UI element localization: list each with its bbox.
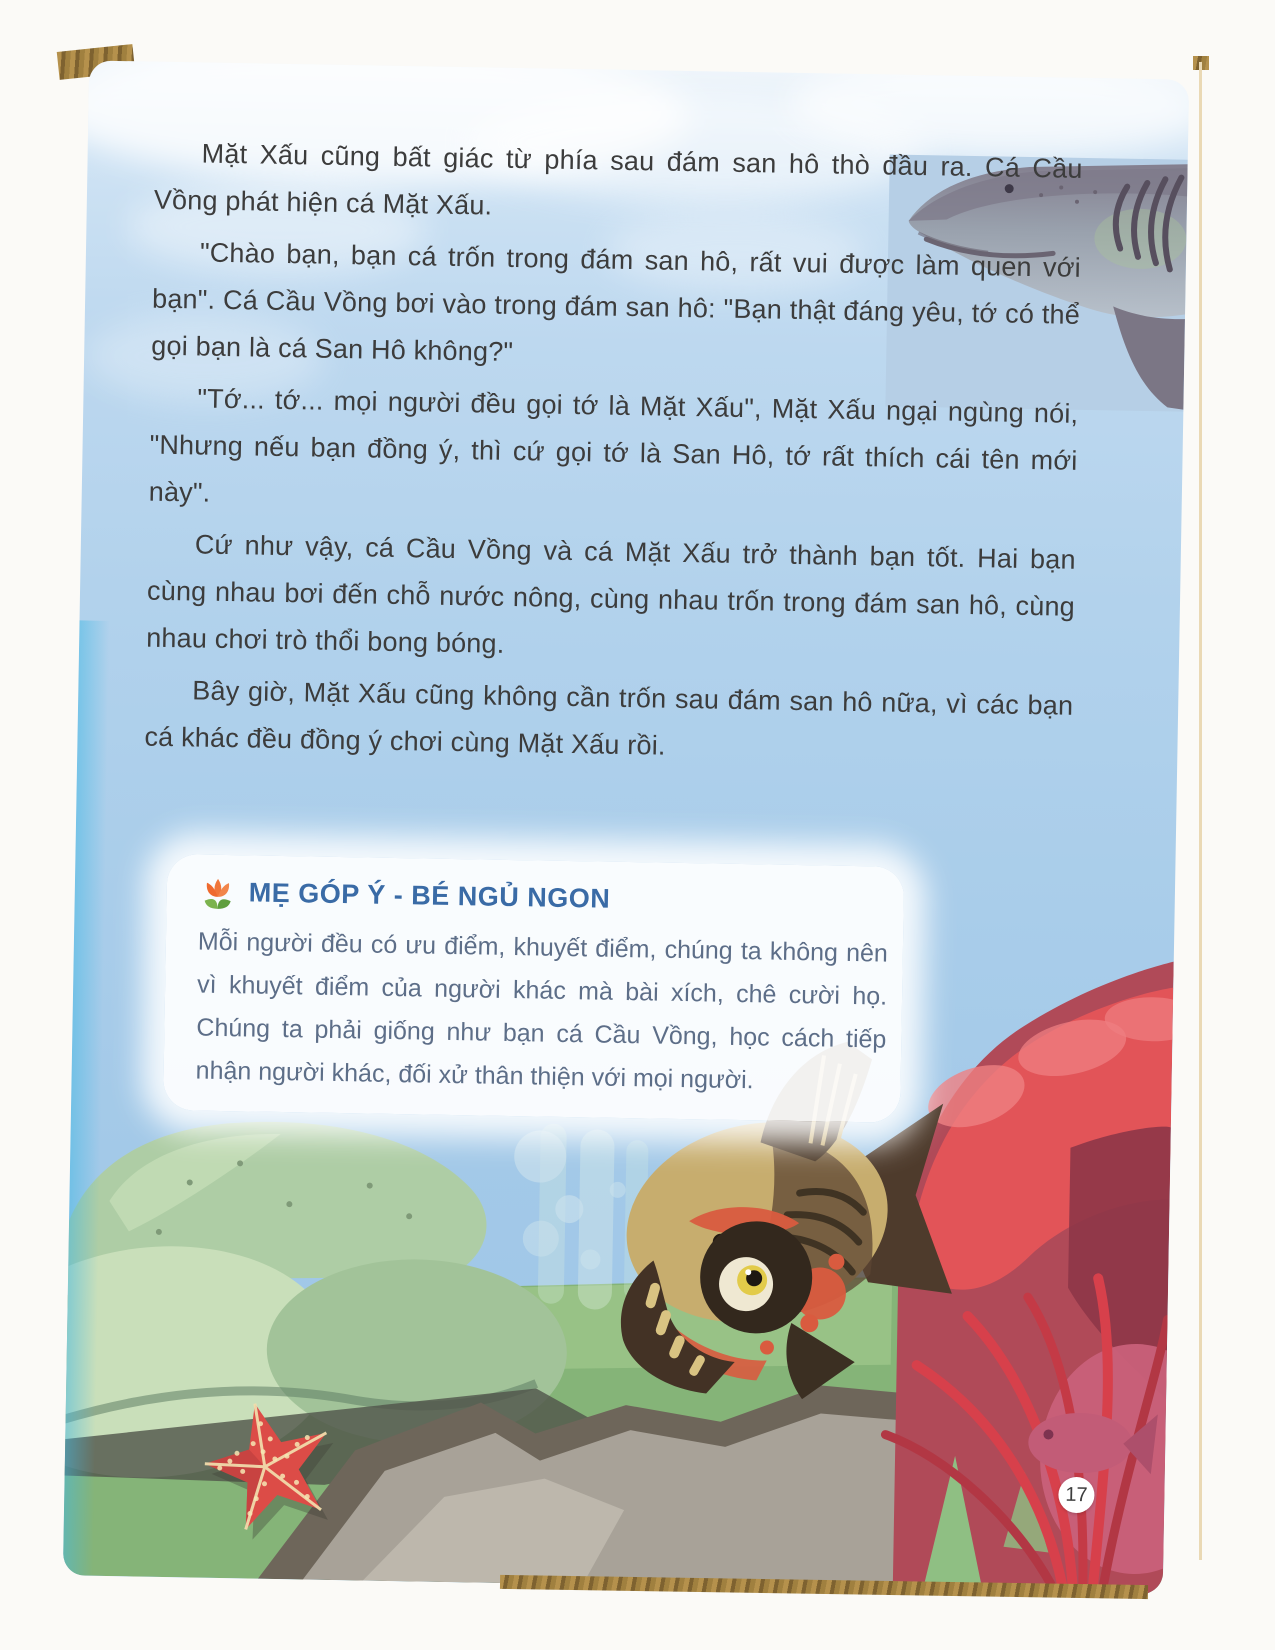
illustrated-page [63, 61, 1189, 1595]
story-paragraph: Mặt Xấu cũng bất giác từ phía sau đám san hô thò đầu ra. Cá Cầu Vồng phát hiện cá Mặt Xấu. [153, 138, 1083, 221]
bubbles [512, 1123, 649, 1310]
story-paragraph: "Tớ... tớ... mọi người đều gọi tớ là Mặt Xấu", Mặt Xấu ngại ngùng nói, "Nhưng nếu bạn đồng ý, thì cứ gọi tớ là San Hô, tớ rất thích cái tên mới này". [148, 383, 1079, 508]
advice-box [163, 854, 904, 1123]
story-paragraph: Bây giờ, Mặt Xấu cũng không cần trốn sau đám san hô nữa, vì các bạn cá khác đều đồng ý chơi cùng Mặt Xấu rồi. [144, 675, 1074, 761]
advice-box-title: MẸ GÓP Ý - BÉ NGỦ NGON [248, 876, 611, 914]
page-number-badge: 17 [1058, 1477, 1095, 1514]
story-paragraph: Cứ như vậy, cá Cầu Vồng và cá Mặt Xấu trở thành bạn tốt. Hai bạn cùng nhau bơi đến chỗ nước nông, cùng nhau trốn trong đám san hô, cùng nhau chơi trò thổi bong bóng. [145, 529, 1077, 659]
story-text [144, 130, 1083, 782]
advice-box-header [198, 873, 904, 923]
story-paragraph: "Chào bạn, bạn cá trốn trong đám san hô, rất vui được làm quen với bạn". Cá Cầu Vồng bơi vào trong đám san hô: "Bạn thật đáng yêu, tớ có thể gọi bạn là cá San Hô không?" [151, 237, 1082, 367]
book-page-edge [1199, 62, 1202, 1560]
advice-box-body: Mỗi người đều có ưu điểm, khuyết điểm, chúng ta không nên vì khuyết điểm của người khác mà bài xích, chê cười họ. Chúng ta phải giống như bạn cá Cầu Vồng, học cách tiếp nhận người khác, đối xử thân thiện với mọi người. [195, 927, 889, 1095]
tulip-icon [198, 873, 237, 912]
